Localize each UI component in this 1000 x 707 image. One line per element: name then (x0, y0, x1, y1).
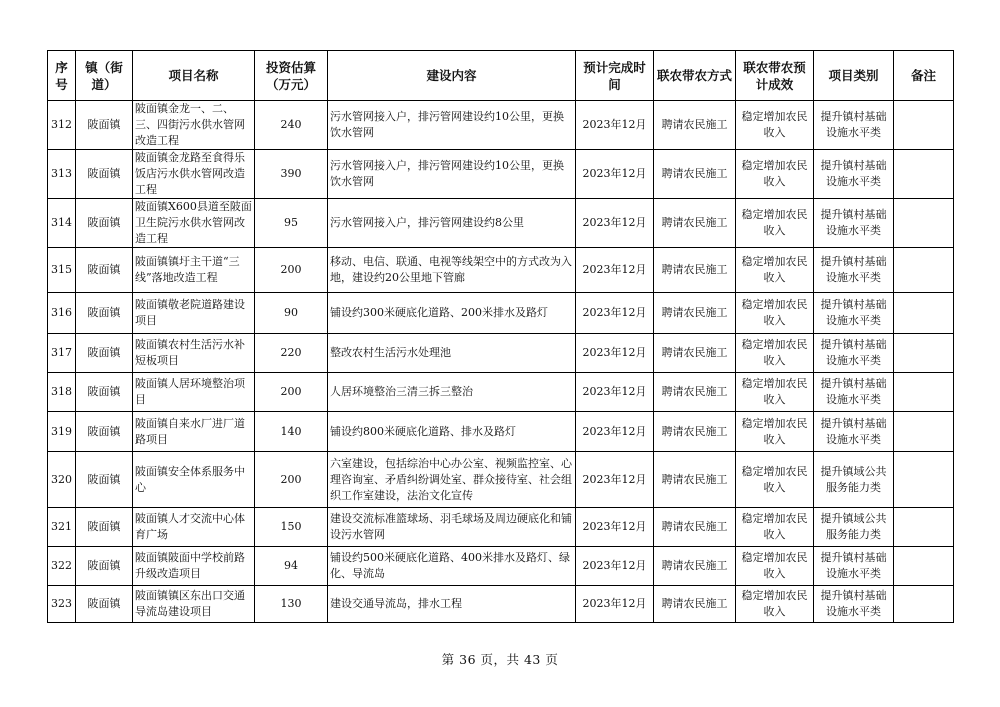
cell-town: 陂面镇 (76, 150, 133, 199)
cell-name: 陂面镇敬老院道路建设项目 (133, 293, 255, 334)
cell-mode: 聘请农民施工 (654, 508, 736, 547)
cell-mode: 聘请农民施工 (654, 248, 736, 293)
cell-time: 2023年12月 (576, 101, 654, 150)
cell-no: 312 (48, 101, 76, 150)
cell-invest: 94 (255, 547, 328, 586)
table-row (48, 586, 954, 623)
cell-name: 陂面镇陂面中学校前路升级改造项目 (133, 547, 255, 586)
cell-time: 2023年12月 (576, 586, 654, 623)
cell-category: 提升镇域公共服务能力类 (814, 452, 894, 508)
page-footer: 第 36 页，共 43 页 (441, 652, 559, 667)
cell-category: 提升镇村基础设施水平类 (814, 373, 894, 412)
cell-effect: 稳定增加农民收入 (736, 547, 814, 586)
cell-name: 陂面镇自来水厂进厂道路项目 (133, 412, 255, 452)
table-row (48, 199, 954, 248)
header-completion-time: 预计完成时间 (576, 51, 654, 101)
cell-invest: 150 (255, 508, 328, 547)
cell-mode: 聘请农民施工 (654, 373, 736, 412)
cell-invest: 130 (255, 586, 328, 623)
cell-content: 污水管网接入户，排污管网建设约10公里，更换饮水管网 (328, 150, 576, 199)
cell-town: 陂面镇 (76, 334, 133, 373)
cell-invest: 90 (255, 293, 328, 334)
cell-category: 提升镇域公共服务能力类 (814, 508, 894, 547)
cell-no: 316 (48, 293, 76, 334)
cell-content: 污水管网接入户，排污管网建设约10公里，更换饮水管网 (328, 101, 576, 150)
cell-name: 陂面镇金龙路至食得乐饭店污水供水管网改造工程 (133, 150, 255, 199)
cell-name: 陂面镇X600县道至陂面卫生院污水供水管网改造工程 (133, 199, 255, 248)
cell-category: 提升镇村基础设施水平类 (814, 199, 894, 248)
cell-content: 铺设约800米硬底化道路、排水及路灯 (328, 412, 576, 452)
cell-note (894, 373, 954, 412)
table-row (48, 150, 954, 199)
cell-category: 提升镇村基础设施水平类 (814, 412, 894, 452)
cell-mode: 聘请农民施工 (654, 334, 736, 373)
cell-content: 铺设约300米硬底化道路、200米排水及路灯 (328, 293, 576, 334)
cell-category: 提升镇村基础设施水平类 (814, 586, 894, 623)
cell-name: 陂面镇安全体系服务中心 (133, 452, 255, 508)
cell-no: 321 (48, 508, 76, 547)
cell-town: 陂面镇 (76, 508, 133, 547)
cell-note (894, 293, 954, 334)
cell-town: 陂面镇 (76, 412, 133, 452)
header-project-name: 项目名称 (133, 51, 255, 101)
header-note: 备注 (894, 51, 954, 101)
cell-note (894, 150, 954, 199)
cell-time: 2023年12月 (576, 508, 654, 547)
cell-no: 315 (48, 248, 76, 293)
cell-mode: 聘请农民施工 (654, 101, 736, 150)
cell-content: 移动、电信、联通、电视等线架空中的方式改为入地，建设约20公里地下管廊 (328, 248, 576, 293)
cell-invest: 200 (255, 452, 328, 508)
table-body (48, 101, 954, 623)
table-row (48, 334, 954, 373)
cell-no: 322 (48, 547, 76, 586)
cell-note (894, 248, 954, 293)
cell-content: 铺设约500米硬底化道路、400米排水及路灯、绿化、导流岛 (328, 547, 576, 586)
cell-content: 建设交流标准篮球场、羽毛球场及周边硬底化和铺设污水管网 (328, 508, 576, 547)
cell-mode: 聘请农民施工 (654, 452, 736, 508)
header-effect: 联农带农预计成效 (736, 51, 814, 101)
cell-mode: 聘请农民施工 (654, 586, 736, 623)
cell-content: 污水管网接入户，排污管网建设约8公里 (328, 199, 576, 248)
cell-effect: 稳定增加农民收入 (736, 334, 814, 373)
cell-name: 陂面镇人居环境整治项目 (133, 373, 255, 412)
cell-town: 陂面镇 (76, 586, 133, 623)
cell-effect: 稳定增加农民收入 (736, 199, 814, 248)
cell-time: 2023年12月 (576, 373, 654, 412)
header-mode: 联农带农方式 (654, 51, 736, 101)
cell-name: 陂面镇农村生活污水补短板项目 (133, 334, 255, 373)
cell-invest: 140 (255, 412, 328, 452)
cell-time: 2023年12月 (576, 150, 654, 199)
cell-no: 317 (48, 334, 76, 373)
cell-mode: 聘请农民施工 (654, 199, 736, 248)
cell-note (894, 101, 954, 150)
header-no: 序号 (48, 51, 76, 101)
cell-category: 提升镇村基础设施水平类 (814, 334, 894, 373)
table-row (48, 101, 954, 150)
cell-no: 320 (48, 452, 76, 508)
cell-category: 提升镇村基础设施水平类 (814, 101, 894, 150)
cell-note (894, 547, 954, 586)
header-category: 项目类别 (814, 51, 894, 101)
cell-no: 318 (48, 373, 76, 412)
cell-time: 2023年12月 (576, 547, 654, 586)
cell-note (894, 412, 954, 452)
cell-invest: 220 (255, 334, 328, 373)
cell-no: 313 (48, 150, 76, 199)
cell-invest: 240 (255, 101, 328, 150)
cell-note (894, 334, 954, 373)
cell-effect: 稳定增加农民收入 (736, 586, 814, 623)
cell-effect: 稳定增加农民收入 (736, 293, 814, 334)
table-header-row (48, 51, 954, 101)
cell-invest: 390 (255, 150, 328, 199)
cell-town: 陂面镇 (76, 547, 133, 586)
cell-town: 陂面镇 (76, 248, 133, 293)
cell-name: 陂面镇镇区东出口交通导流岛建设项目 (133, 586, 255, 623)
cell-time: 2023年12月 (576, 293, 654, 334)
project-table (47, 50, 954, 623)
cell-effect: 稳定增加农民收入 (736, 373, 814, 412)
cell-invest: 200 (255, 248, 328, 293)
cell-town: 陂面镇 (76, 293, 133, 334)
cell-category: 提升镇村基础设施水平类 (814, 293, 894, 334)
table-row (48, 452, 954, 508)
cell-effect: 稳定增加农民收入 (736, 412, 814, 452)
cell-mode: 聘请农民施工 (654, 412, 736, 452)
table-row (48, 248, 954, 293)
cell-time: 2023年12月 (576, 334, 654, 373)
cell-note (894, 199, 954, 248)
cell-name: 陂面镇人才交流中心体育广场 (133, 508, 255, 547)
cell-invest: 200 (255, 373, 328, 412)
cell-content: 人居环境整治三清三拆三整治 (328, 373, 576, 412)
table-row (48, 412, 954, 452)
cell-content: 整改农村生活污水处理池 (328, 334, 576, 373)
cell-time: 2023年12月 (576, 199, 654, 248)
cell-town: 陂面镇 (76, 199, 133, 248)
cell-name: 陂面镇镇圩主干道“三线”落地改造工程 (133, 248, 255, 293)
cell-effect: 稳定增加农民收入 (736, 452, 814, 508)
header-investment: 投资估算（万元） (255, 51, 328, 101)
cell-mode: 聘请农民施工 (654, 547, 736, 586)
cell-note (894, 452, 954, 508)
cell-mode: 聘请农民施工 (654, 150, 736, 199)
cell-category: 提升镇村基础设施水平类 (814, 248, 894, 293)
cell-time: 2023年12月 (576, 412, 654, 452)
header-content: 建设内容 (328, 51, 576, 101)
table-row (48, 508, 954, 547)
cell-no: 314 (48, 199, 76, 248)
cell-effect: 稳定增加农民收入 (736, 508, 814, 547)
cell-note (894, 508, 954, 547)
cell-content: 建设交通导流岛，排水工程 (328, 586, 576, 623)
cell-town: 陂面镇 (76, 452, 133, 508)
cell-time: 2023年12月 (576, 248, 654, 293)
cell-mode: 聘请农民施工 (654, 293, 736, 334)
table-row (48, 293, 954, 334)
cell-invest: 95 (255, 199, 328, 248)
header-town: 镇（街道） (76, 51, 133, 101)
cell-effect: 稳定增加农民收入 (736, 150, 814, 199)
cell-category: 提升镇村基础设施水平类 (814, 547, 894, 586)
cell-name: 陂面镇金龙一、二、三、四街污水供水管网改造工程 (133, 101, 255, 150)
cell-no: 319 (48, 412, 76, 452)
cell-content: 六室建设，包括综治中心办公室、视频监控室、心理咨询室、矛盾纠纷调处室、群众接待室、社会组织工作室建设，法治文化宣传 (328, 452, 576, 508)
table-row (48, 547, 954, 586)
cell-category: 提升镇村基础设施水平类 (814, 150, 894, 199)
cell-effect: 稳定增加农民收入 (736, 101, 814, 150)
cell-note (894, 586, 954, 623)
table-row (48, 373, 954, 412)
cell-no: 323 (48, 586, 76, 623)
cell-town: 陂面镇 (76, 373, 133, 412)
cell-effect: 稳定增加农民收入 (736, 248, 814, 293)
cell-time: 2023年12月 (576, 452, 654, 508)
cell-town: 陂面镇 (76, 101, 133, 150)
